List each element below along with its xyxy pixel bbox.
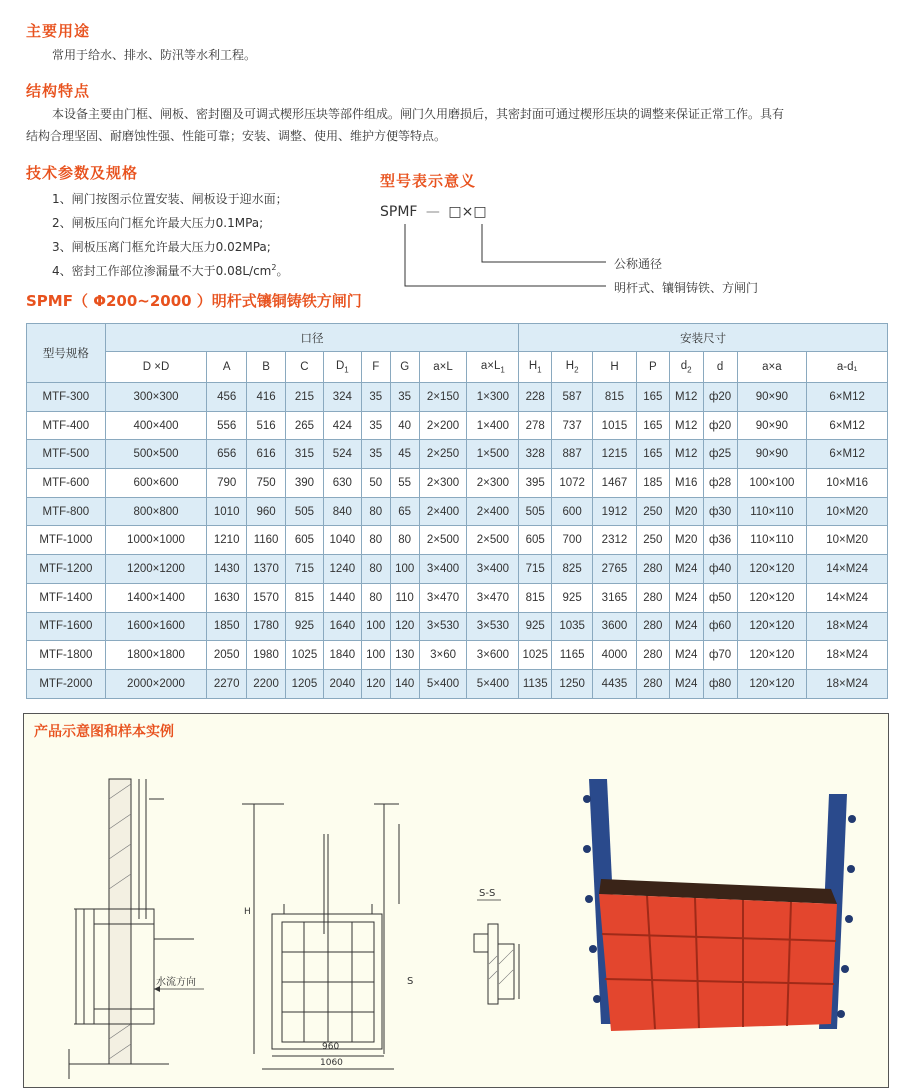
table-cell: 815	[286, 583, 324, 612]
table-cell-model: MTF-300	[27, 383, 106, 412]
table-cell: 925	[519, 612, 552, 641]
table-cell-model: MTF-1400	[27, 583, 106, 612]
table-cell: 925	[552, 583, 593, 612]
table-cell: 1×300	[467, 383, 519, 412]
table-cell: 90×90	[737, 383, 807, 412]
table-row	[27, 469, 888, 498]
table-cell-model: MTF-600	[27, 469, 106, 498]
table-cell: 110×110	[737, 497, 807, 526]
dim-h: H	[244, 907, 251, 917]
table-cell: 2×150	[419, 383, 467, 412]
usage-title: 主要用途	[26, 22, 91, 40]
table-cell: 130	[390, 641, 419, 670]
table-cell: 1600×1600	[105, 612, 207, 641]
table-cell: 1800×1800	[105, 641, 207, 670]
table-cell: 605	[519, 526, 552, 555]
table-cell: 3×400	[419, 555, 467, 584]
table-cell: 80	[361, 497, 390, 526]
table-row	[27, 497, 888, 526]
table-cell: 80	[361, 526, 390, 555]
col-ad1: a-d₁	[807, 352, 888, 383]
table-cell: 925	[286, 612, 324, 641]
table-cell: 1570	[247, 583, 286, 612]
table-row	[27, 669, 888, 698]
spec-item-1: 1、闸门按图示位置安装、闸板设于迎水面；	[52, 192, 288, 206]
table-cell: 18×M24	[807, 641, 888, 670]
section-label: S-S	[479, 888, 496, 899]
model-leader-lines	[0, 0, 900, 300]
table-cell: 2200	[247, 669, 286, 698]
table-cell: 280	[636, 583, 669, 612]
table-cell: ф50	[703, 583, 737, 612]
table-cell: 1135	[519, 669, 552, 698]
table-cell: 456	[207, 383, 247, 412]
table-cell: 516	[247, 411, 286, 440]
table-cell: 80	[361, 583, 390, 612]
table-cell: 1200×1200	[105, 555, 207, 584]
table-cell: 3×530	[419, 612, 467, 641]
table-cell: 250	[636, 497, 669, 526]
table-cell: 800×800	[105, 497, 207, 526]
table-cell: 280	[636, 555, 669, 584]
section-mark: S	[407, 976, 414, 987]
table-cell: 278	[519, 411, 552, 440]
table-cell: 1205	[286, 669, 324, 698]
table-cell: 280	[636, 641, 669, 670]
table-cell: 3×60	[419, 641, 467, 670]
table-cell: 1430	[207, 555, 247, 584]
col-c: C	[286, 352, 324, 383]
table-cell: 1240	[323, 555, 361, 584]
structure-title: 结构特点	[26, 82, 91, 100]
table-cell: 100×100	[737, 469, 807, 498]
table-cell: M20	[669, 526, 703, 555]
table-cell: 14×M24	[807, 555, 888, 584]
table-row	[27, 641, 888, 670]
table-row	[27, 583, 888, 612]
table-cell: 18×M24	[807, 669, 888, 698]
table-cell: 2050	[207, 641, 247, 670]
table-row	[27, 555, 888, 584]
table-cell: 587	[552, 383, 593, 412]
gate-product-image	[569, 769, 879, 1069]
col-g: G	[390, 352, 419, 383]
table-cell: 40	[390, 411, 419, 440]
model-label-type: 明杆式、镶铜铸铁、方闸门	[614, 281, 759, 295]
table-cell: 120×120	[737, 669, 807, 698]
table-cell: 556	[207, 411, 247, 440]
table-cell: 2×250	[419, 440, 467, 469]
col-axl: a×L	[419, 352, 467, 383]
table-cell: 656	[207, 440, 247, 469]
col-h: H	[593, 352, 637, 383]
table-cell: 328	[519, 440, 552, 469]
structure-line-2: 结构合理坚固、耐磨蚀性强、性能可靠；安装、调整、使用、维护方便等特点。	[26, 129, 447, 143]
table-cell: ф60	[703, 612, 737, 641]
table-cell: 840	[323, 497, 361, 526]
table-cell: 140	[390, 669, 419, 698]
table-cell: ф25	[703, 440, 737, 469]
col-f: F	[361, 352, 390, 383]
front-elevation-drawing	[224, 794, 444, 1084]
table-cell: 1850	[207, 612, 247, 641]
col-b: B	[247, 352, 286, 383]
table-cell: 3×470	[419, 583, 467, 612]
col-p: P	[636, 352, 669, 383]
table-cell: M20	[669, 497, 703, 526]
table-cell: 10×M20	[807, 497, 888, 526]
table-cell: 3×470	[467, 583, 519, 612]
table-cell-model: MTF-1000	[27, 526, 106, 555]
table-cell: 315	[286, 440, 324, 469]
table-cell: 80	[390, 526, 419, 555]
table-cell: 1400×1400	[105, 583, 207, 612]
type-header: 型号规格	[27, 324, 106, 383]
col-axa: a×a	[737, 352, 807, 383]
table-title: SPMF（ Φ200~2000 ）明杆式镶铜铸铁方闸门	[26, 292, 362, 310]
table-row	[27, 526, 888, 555]
table-cell: 1215	[593, 440, 637, 469]
table-cell: 2×400	[419, 497, 467, 526]
table-cell: 110	[390, 583, 419, 612]
table-cell: 65	[390, 497, 419, 526]
table-cell: 1780	[247, 612, 286, 641]
col-h2: $H_2$	[552, 352, 593, 383]
table-row	[27, 383, 888, 412]
table-cell: M12	[669, 383, 703, 412]
table-cell: ф80	[703, 669, 737, 698]
table-cell: 3×530	[467, 612, 519, 641]
table-cell: 2×400	[467, 497, 519, 526]
table-cell: 14×M24	[807, 583, 888, 612]
spec-item-3: 3、闸板压离门框允许最大压力0.02MPa;	[52, 240, 271, 254]
panel-title: 产品示意图和样本实例	[34, 724, 174, 740]
table-cell: 120×120	[737, 612, 807, 641]
table-cell: 2000×2000	[105, 669, 207, 698]
table-cell: 524	[323, 440, 361, 469]
table-cell: 2×500	[467, 526, 519, 555]
table-cell: ф30	[703, 497, 737, 526]
table-cell: 750	[247, 469, 286, 498]
specs-title: 技术参数及规格	[26, 164, 139, 182]
table-cell: 280	[636, 612, 669, 641]
table-cell: 5×400	[467, 669, 519, 698]
table-cell-model: MTF-500	[27, 440, 106, 469]
table-cell: 1015	[593, 411, 637, 440]
table-cell: 100	[361, 612, 390, 641]
table-cell: 3165	[593, 583, 637, 612]
table-cell: 1035	[552, 612, 593, 641]
model-label-diameter: 公称通径	[614, 257, 663, 271]
table-cell: 3600	[593, 612, 637, 641]
table-cell: 424	[323, 411, 361, 440]
table-cell: 505	[286, 497, 324, 526]
dim-960: 960	[322, 1042, 340, 1052]
table-cell: 45	[390, 440, 419, 469]
table-cell: 6×M12	[807, 411, 888, 440]
table-cell: 1×500	[467, 440, 519, 469]
table-cell-model: MTF-1800	[27, 641, 106, 670]
col-axl1: $a\times L_1$	[467, 352, 519, 383]
col-dd: D ×D	[105, 352, 207, 383]
table-cell: 120	[390, 612, 419, 641]
table-cell: 1160	[247, 526, 286, 555]
table-cell: 1010	[207, 497, 247, 526]
spec-item-4: 4、密封工作部位渗漏量不大于$0.08L/cm^2$。	[52, 263, 289, 278]
table-cell: ф28	[703, 469, 737, 498]
table-cell: 120×120	[737, 583, 807, 612]
table-cell: 1210	[207, 526, 247, 555]
table-cell: 1250	[552, 669, 593, 698]
table-cell: 2312	[593, 526, 637, 555]
table-cell: 737	[552, 411, 593, 440]
table-cell: 1×400	[467, 411, 519, 440]
table-cell-model: MTF-800	[27, 497, 106, 526]
table-cell-model: MTF-400	[27, 411, 106, 440]
table-cell: 1440	[323, 583, 361, 612]
table-cell: M24	[669, 583, 703, 612]
table-cell: 815	[593, 383, 637, 412]
table-cell: 2040	[323, 669, 361, 698]
table-cell: 500×500	[105, 440, 207, 469]
col-a: A	[207, 352, 247, 383]
table-cell: 100	[390, 555, 419, 584]
usage-text: 常用于给水、排水、防汛等水利工程。	[52, 48, 257, 62]
table-cell: 2765	[593, 555, 637, 584]
table-cell: 90×90	[737, 440, 807, 469]
table-row	[27, 440, 888, 469]
table-cell: 5×400	[419, 669, 467, 698]
table-cell: 3×400	[467, 555, 519, 584]
table-cell: 35	[361, 411, 390, 440]
col-d: d	[703, 352, 737, 383]
table-cell: M12	[669, 440, 703, 469]
table-cell: M24	[669, 612, 703, 641]
table-cell: 390	[286, 469, 324, 498]
table-cell: 10×M20	[807, 526, 888, 555]
dim-1060: 1060	[320, 1058, 343, 1068]
table-cell: M12	[669, 411, 703, 440]
table-cell: 100	[361, 641, 390, 670]
table-cell: 505	[519, 497, 552, 526]
group-header-diameter: 口径	[105, 324, 519, 352]
table-cell: 120×120	[737, 641, 807, 670]
table-cell: 55	[390, 469, 419, 498]
table-cell: 715	[286, 555, 324, 584]
table-cell: 300×300	[105, 383, 207, 412]
table-cell: M24	[669, 669, 703, 698]
table-cell: 35	[361, 440, 390, 469]
table-cell: 395	[519, 469, 552, 498]
table-cell: 110×110	[737, 526, 807, 555]
table-cell: 1000×1000	[105, 526, 207, 555]
table-cell: 1025	[286, 641, 324, 670]
table-cell: 215	[286, 383, 324, 412]
table-cell: 280	[636, 669, 669, 698]
table-cell: ф20	[703, 411, 737, 440]
table-cell: 2×500	[419, 526, 467, 555]
table-cell: 1072	[552, 469, 593, 498]
table-cell: 165	[636, 383, 669, 412]
table-cell-model: MTF-1600	[27, 612, 106, 641]
table-cell-model: MTF-2000	[27, 669, 106, 698]
table-row	[27, 411, 888, 440]
table-cell: 715	[519, 555, 552, 584]
table-cell: 3×600	[467, 641, 519, 670]
table-cell: 1467	[593, 469, 637, 498]
table-cell: 250	[636, 526, 669, 555]
table-cell: 1840	[323, 641, 361, 670]
table-cell: 18×M24	[807, 612, 888, 641]
table-cell: 90×90	[737, 411, 807, 440]
table-cell: 2×200	[419, 411, 467, 440]
table-cell: 2270	[207, 669, 247, 698]
table-cell: 605	[286, 526, 324, 555]
table-cell: M24	[669, 555, 703, 584]
table-cell: 120×120	[737, 555, 807, 584]
col-d2: $d_2$	[669, 352, 703, 383]
table-cell: 165	[636, 440, 669, 469]
table-cell: M24	[669, 641, 703, 670]
table-cell: 4435	[593, 669, 637, 698]
table-cell: 4000	[593, 641, 637, 670]
table-cell: 120	[361, 669, 390, 698]
model-title: 型号表示意义	[380, 172, 477, 190]
table-cell: ф20	[703, 383, 737, 412]
table-cell: 1912	[593, 497, 637, 526]
table-cell: 1370	[247, 555, 286, 584]
table-cell: ф36	[703, 526, 737, 555]
col-h1: $H_1$	[519, 352, 552, 383]
flow-direction-label: 水流方向	[156, 977, 196, 988]
table-cell: 825	[552, 555, 593, 584]
table-cell: 80	[361, 555, 390, 584]
product-panel	[23, 713, 889, 1088]
col-d1: $D_1$	[323, 352, 361, 383]
table-cell: M16	[669, 469, 703, 498]
table-cell: 2×300	[419, 469, 467, 498]
table-cell: 960	[247, 497, 286, 526]
table-cell: 265	[286, 411, 324, 440]
table-cell: 616	[247, 440, 286, 469]
structure-line-1: 本设备主要由门框、闸板、密封圈及可调式楔形压块等部件组成。闸门久用磨损后，其密封面可通过楔形压块的调整来保证正常工作。具有	[52, 107, 785, 121]
table-cell: 1165	[552, 641, 593, 670]
table-cell: 887	[552, 440, 593, 469]
table-cell: 2×300	[467, 469, 519, 498]
table-cell: 35	[390, 383, 419, 412]
table-cell: 1640	[323, 612, 361, 641]
spec-item-2: 2、闸板压向门框允许最大压力0.1MPa;	[52, 216, 264, 230]
table-row	[27, 612, 888, 641]
spec-table	[26, 323, 888, 699]
table-cell: 700	[552, 526, 593, 555]
table-cell: 324	[323, 383, 361, 412]
table-cell: 6×M12	[807, 383, 888, 412]
table-cell: 6×M12	[807, 440, 888, 469]
section-detail-drawing	[459, 884, 549, 1024]
table-cell: 815	[519, 583, 552, 612]
table-cell: 228	[519, 383, 552, 412]
table-cell: 1040	[323, 526, 361, 555]
table-cell-model: MTF-1200	[27, 555, 106, 584]
table-cell: 1630	[207, 583, 247, 612]
table-cell: 600×600	[105, 469, 207, 498]
table-cell: 50	[361, 469, 390, 498]
table-cell: ф70	[703, 641, 737, 670]
table-cell: 1025	[519, 641, 552, 670]
model-code: SPMF — □×□	[380, 204, 487, 220]
table-cell: 1980	[247, 641, 286, 670]
group-header-install: 安装尺寸	[519, 324, 888, 352]
table-cell: 790	[207, 469, 247, 498]
table-cell: 600	[552, 497, 593, 526]
table-cell: 10×M16	[807, 469, 888, 498]
table-cell: 416	[247, 383, 286, 412]
table-cell: 165	[636, 411, 669, 440]
table-cell: 35	[361, 383, 390, 412]
table-cell: 630	[323, 469, 361, 498]
table-cell: 400×400	[105, 411, 207, 440]
table-cell: 185	[636, 469, 669, 498]
table-cell: ф40	[703, 555, 737, 584]
